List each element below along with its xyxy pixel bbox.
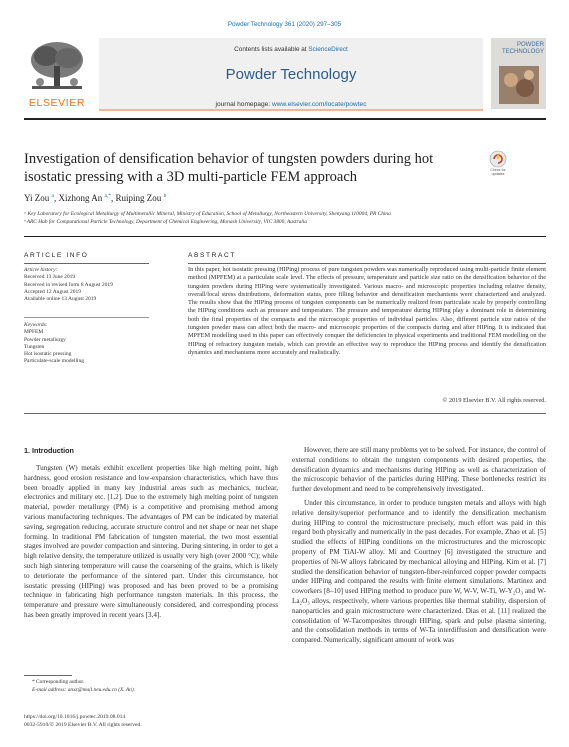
- email-address[interactable]: E-mail address: anxz@mail.neu.edu.cn (X. An).: [32, 687, 136, 693]
- right-column: [292, 446, 546, 646]
- abstract-copyright: © 2019 Elsevier B.V. All rights reserved.: [442, 397, 546, 404]
- issn-copyright: 0032-5910/© 2019 Elsevier B.V. All rights reserved.: [24, 722, 142, 728]
- journal-cover-image[interactable]: [491, 38, 546, 109]
- abstract-text: In this paper, hot isostatic pressing (HIPing) process of pure tungsten powders was numerically reproduced using multi-particle finite element method (MPFEM) at a particulate scale level. The effects of pressure, temperature and particle size ratio on the densification behavior of the tungsten powders during HIPing were systematically investigated. Various macro- and microscopic properties including relative density, overall/local stress distributions, deformation status, pore filling behavior and densification mechanisms were characterized and analyzed. The results show that the HIPing process of tungsten components can be numerically realized from particulate scale by properly controlling the HIPing conditions such as pressure and temperature. The pressure and temperature during HIPing play a dominant role in determining both the final properties of the compacts and the microscopic properties of individual particles. Also, different particle size ratios of the tungsten powder mass can affect both the macro- and microscopic properties of the compacts during and after HIPing. It is indicated that MPFEM modelling used in this paper can effectively conquer the deficiencies in physical experiments and traditional FEM modelling on the HIPing of refractory tungsten metals, which can provide an effective way to reproduce the HIPing process and identify the densification dynamics and mechanisms more accurately and realistically.: [188, 266, 546, 356]
- abstract-heading: ABSTRACT: [188, 252, 236, 259]
- masthead-rule: [99, 109, 483, 111]
- author-name[interactable]: Xizhong An: [58, 193, 103, 203]
- body-paragraph: Tungsten (W) metals exhibit excellent properties like high melting point, high hardness, good erosion resistance and low-expansion characteristics, which have thus been broadly applied in many key industrial areas such as mechanics, nuclear, electronics and military etc. [1,2]. Due to the extremely high melting point of tungsten material, powder metallurgy (PM) is a competitive and promising method among various manufacturing techniques. The advantages of PM can be indicated by material saving, segregation reducing, accurate structure control and net shape or near net shape forming. In traditional PM fabrication of tungsten material, the two most essential stages involved are powder compaction and sintering. During sintering, in order to get a high relative density, the temperature utilized is usually very high (over 2000 °C); while such high sintering temperature will cause the coarsening of the grains, which is likely to deteriorate the performance of the sintered part. Under this circumstance, hot isostatic pressing (HIPing) was proposed and has been proved to be a promising technique in fabricating high performance tungsten materials. In this process, the temperature and pressure were simultaneously considered, and corresponding process has been greatly improved in recent years [3,4].: [24, 464, 278, 619]
- keyword: MPFEM: [24, 329, 44, 336]
- corresponding-author-note: * Corresponding author.: [32, 679, 85, 685]
- cover-title: POWDER TECHNOLOGY: [501, 42, 544, 55]
- front-matter-rule: [24, 413, 546, 414]
- affiliation-marker[interactable]: a: [51, 193, 54, 199]
- check-for-updates-badge[interactable]: [488, 150, 508, 176]
- journal-reference[interactable]: Powder Technology 361 (2020) 297–305: [227, 21, 342, 28]
- author-name[interactable]: Yi Zou: [24, 193, 50, 203]
- contents-prefix: Contents lists available at: [234, 46, 309, 53]
- affiliation-a: ᵃ Key Laboratory for Ecological Metallurgy of Multimetallic Mineral, Ministry of Education, School of Metallurgy, Northeastern University, Shenyang 110004, PR China: [24, 211, 391, 217]
- author-list: Yi Zou $^a$, Xizhong An $^{a,*}$, Ruiping Zou $^b$: [24, 193, 167, 203]
- cover-artwork-icon: [499, 66, 539, 104]
- contents-line: [99, 46, 483, 53]
- body-paragraph: However, there are still many problems yet to be solved. For instance, the control of external conditions to obtain the tungsten components with desired properties, the densification dynamics and mechanisms during HIPing as well as characterization of the microscopic behavior of the particles during HIPing. These bottlenecks restrict its further development and need to be comprehensively investigated.: [292, 446, 546, 494]
- homepage-prefix: journal homepage:: [215, 101, 272, 108]
- keyword: Tungsten: [24, 343, 45, 350]
- homepage-line: [99, 101, 483, 108]
- article-info-heading: ARTICLE INFO: [24, 252, 89, 259]
- keywords-label: Keywords:: [24, 322, 48, 328]
- keyword: Hot isostatic pressing: [24, 351, 72, 358]
- article-title: Investigation of densification behavior of tungsten powders during hot isostatic pressing with a 3D multi-particle FEM approach: [24, 151, 434, 185]
- section-heading: 1. Introduction: [24, 446, 74, 455]
- affiliation-marker[interactable]: b: [163, 193, 167, 199]
- abstract-rule: [188, 263, 546, 264]
- affiliation-marker[interactable]: a,*: [104, 193, 112, 199]
- badge-label: Check for updates: [490, 168, 506, 176]
- affiliation-b: ᵇ ARC Hub for Computational Particle Technology, Department of Chemical Engineering, Monash University, VIC 3800, Australia: [24, 219, 307, 225]
- history-item: Available online 13 August 2019: [24, 296, 97, 303]
- doi-link[interactable]: https://doi.org/10.1016/j.powtec.2019.08.014: [24, 714, 126, 720]
- header-rule: [24, 118, 546, 120]
- history-item: Received in revised form 8 August 2019: [24, 281, 113, 288]
- keyword: Particulate-scale modelling: [24, 358, 85, 365]
- publisher-name: ELSEVIER: [28, 97, 86, 109]
- keywords-rule: [24, 317, 149, 318]
- author-name[interactable]: Ruiping Zou: [115, 193, 162, 203]
- history-label: Article history:: [24, 267, 58, 273]
- journal-title: Powder Technology: [225, 66, 357, 83]
- history-item: Received 13 June 2019: [24, 274, 76, 281]
- keywords: [24, 322, 84, 366]
- title-rule: [24, 236, 546, 237]
- body-paragraph: Under this circumstance, in order to produce tungsten metals and alloys with high relative density/superior performance and to identify the densification mechanism during HIPing to control the microstructure precisely, much effort was paid in this regard both physically and numerically in the past decades. For example, Zhao et al. [5] studied the effects of HIPing conditions on the microstructures and the microscopic property of PM TiAl-W alloy. Mi and Courtney [6] investigated the structure and properties of Ni-W alloys fabricated by mechanical alloying and HIPing. Kim et al. [7] studied the densification behavior of tungsten-fiber-reinforced copper powder compacts under HIPing and compared the results with finite element simulations. Martinez and coworkers [8–10] used HIPing method to produce pure W, W-V, W-Ti, W-Y₂O₃ and W-La₂O₃ alloys, respectively, where various properties like thermal stability, dispersion of nanoparticles and grain microstructure were characterized. Dias et al. [11] realized the consolidation of W-Tacomposites through HIPing, spark and pulse plasma sintering, and the consolidation methods in terms of W-Ta interdiffusion and densification were compared. Numerically, significant amount of work was: [292, 498, 546, 645]
- footnote-rule: [24, 675, 72, 676]
- homepage-link[interactable]: www.elsevier.com/locate/powtec: [271, 101, 367, 108]
- sciencedirect-link[interactable]: ScienceDirect: [308, 46, 348, 53]
- article-info-rule: [24, 263, 149, 264]
- left-column: [24, 464, 278, 621]
- keyword: Powder metallurgy: [24, 336, 66, 343]
- article-history: [24, 267, 113, 303]
- history-item: Accepted 12 August 2019: [24, 288, 81, 295]
- journal-masthead: [99, 38, 483, 109]
